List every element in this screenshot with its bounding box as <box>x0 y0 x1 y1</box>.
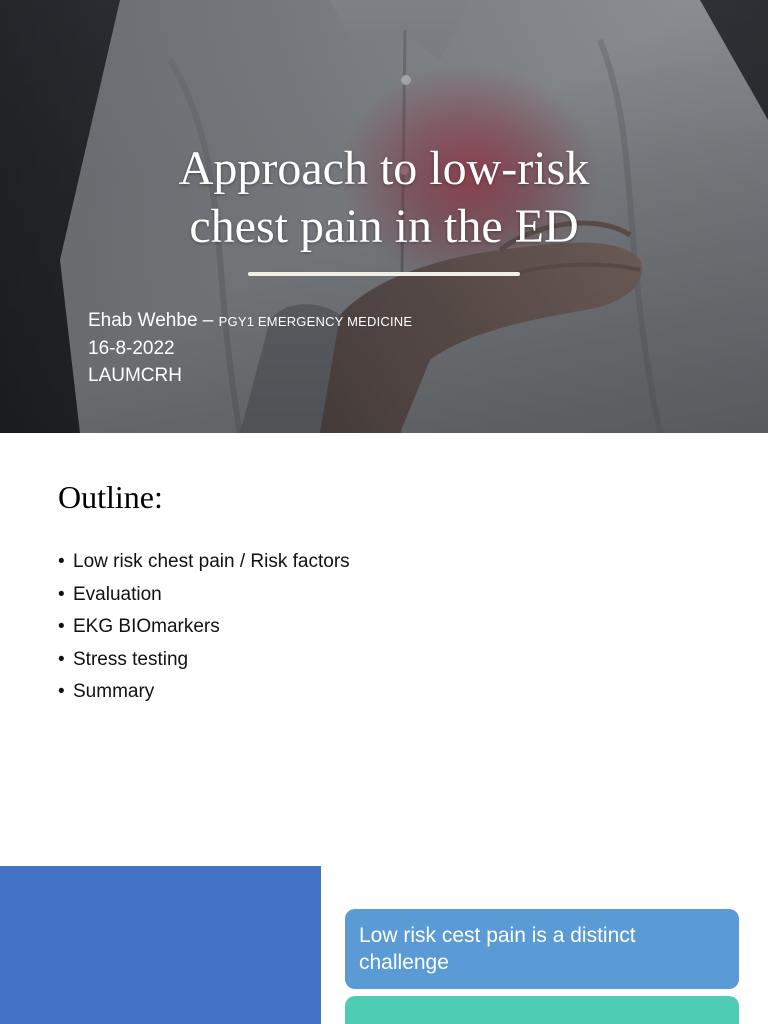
title-slide <box>0 0 768 433</box>
outline-item-text: Evaluation <box>73 583 162 605</box>
bullet-icon: • <box>58 551 65 572</box>
outline-list <box>58 546 350 709</box>
outline-item-text: Summary <box>73 681 155 702</box>
outline-slide <box>0 433 768 866</box>
bullet-icon: • <box>58 648 65 670</box>
outline-item-text: EKG BIOmarkers <box>73 616 220 637</box>
blue-side-panel <box>0 866 321 1024</box>
author-name: Ehab Wehbe <box>88 310 198 331</box>
outline-item <box>58 676 350 709</box>
bullet-icon: • <box>58 583 65 605</box>
outline-title: Outline: <box>58 479 163 515</box>
outline-item-text: Low risk chest pain / Risk factors <box>73 551 350 572</box>
byline <box>88 307 412 389</box>
outline-item <box>58 546 350 579</box>
author-role: PGY1 EMERGENCY MEDICINE <box>218 314 413 329</box>
bullet-icon: • <box>58 616 65 637</box>
bullet-icon: • <box>58 681 65 702</box>
outline-item <box>58 579 350 612</box>
author-separator: – <box>197 310 219 331</box>
title-line-1: Approach to low-risk <box>178 142 590 195</box>
third-slide <box>0 866 768 1024</box>
info-card-blue: Low risk cest pain is a distinct challenge <box>345 909 739 989</box>
title-underline <box>248 272 520 276</box>
presentation-date: 16-8-2022 <box>88 338 175 359</box>
outline-item <box>58 644 350 677</box>
outline-item <box>58 611 350 644</box>
info-card-teal <box>345 996 739 1024</box>
title-line-2: chest pain in the ED <box>189 200 579 253</box>
outline-item-text: Stress testing <box>73 648 189 670</box>
author-line <box>88 307 412 335</box>
presentation-title <box>0 140 768 256</box>
institution: LAUMCRH <box>88 365 182 386</box>
